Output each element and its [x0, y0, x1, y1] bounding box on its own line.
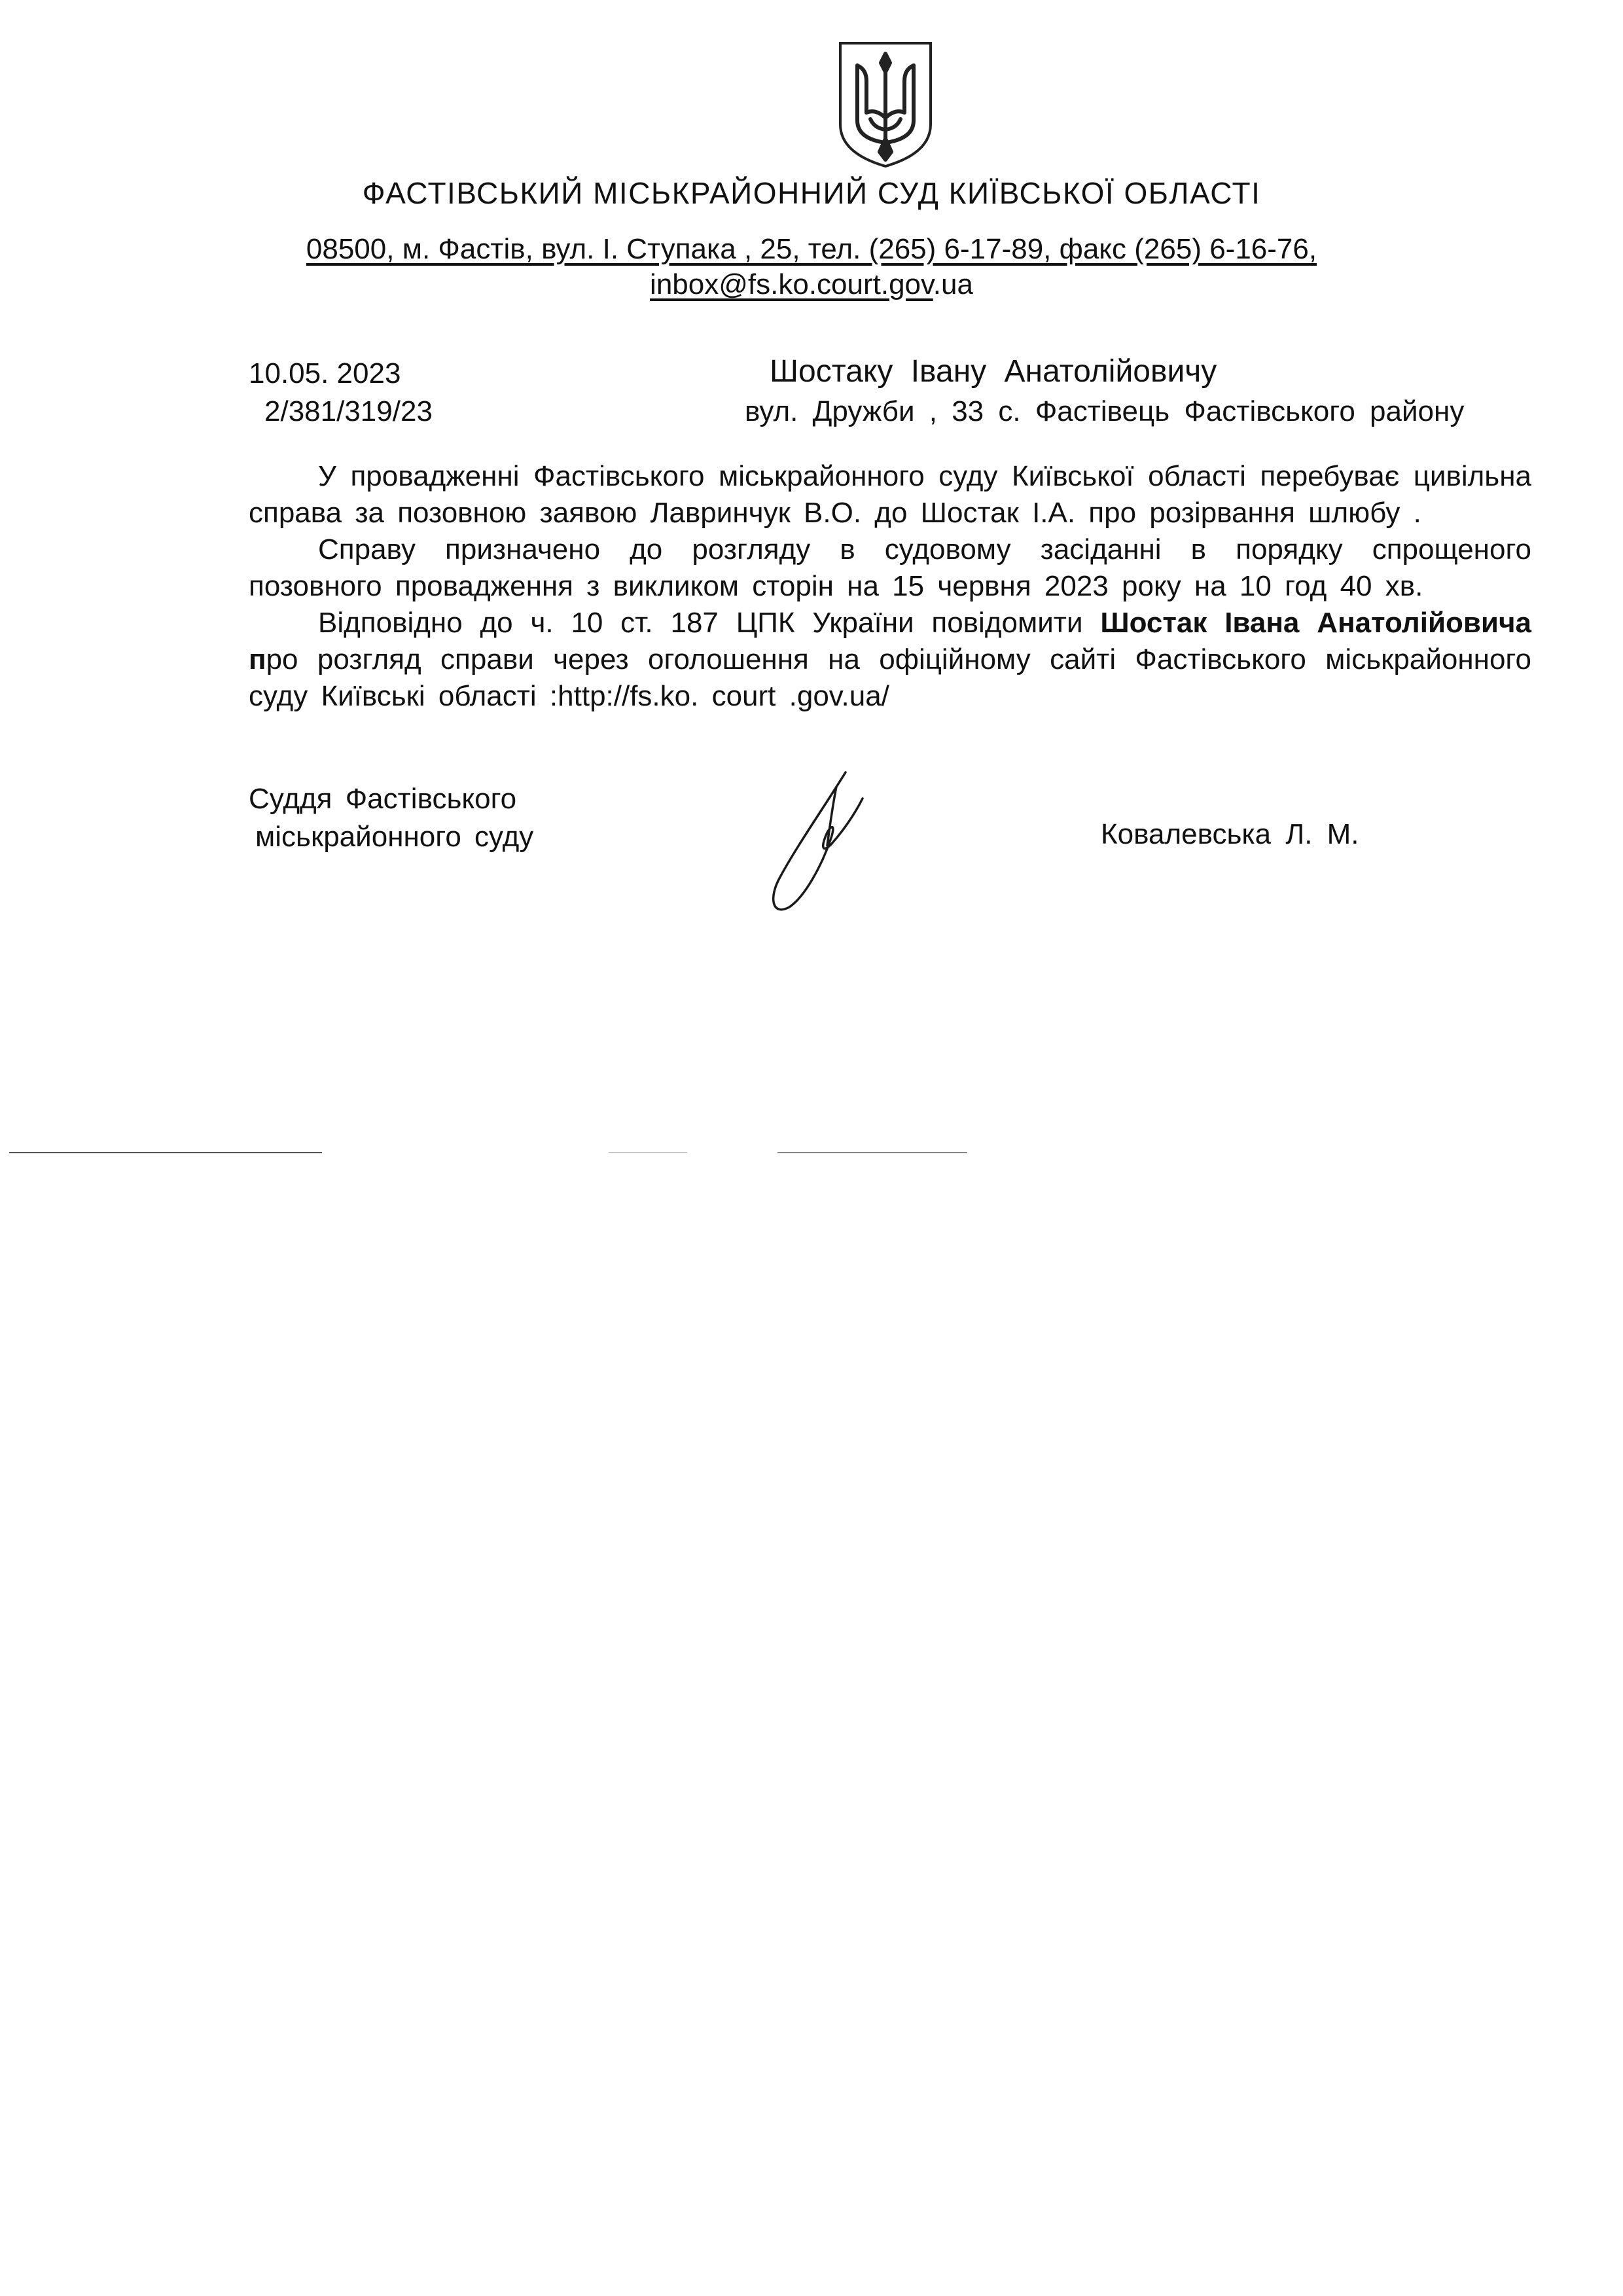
letter-date: 10.05. 2023 [249, 357, 401, 389]
paragraph-3-end: ро розгляд справи через оголошення на офіційному сайті Фастівського міськрайонного суду Київські області :http://fs.ko. court .gov.ua/ [249, 643, 1531, 712]
recipient-address: вул. Дружби , 33 с. Фастівець Фастівського району [745, 395, 1465, 427]
paragraph-2: Справу призначено до розгляду в судовому засіданні в порядку спрощеного позовного провадження з викликом сторін на 15 червня 2023 року на 10 год 40 хв. [249, 533, 1531, 602]
defendant-name: Шостак Івана Анатолійовича [1100, 607, 1532, 639]
paragraph-3-start: Відповідно до ч. 10 ст. 187 ЦПК України повідомити [318, 607, 1101, 639]
court-address-line: 08500, м. Фастів, вул. І. Ступака , 25, тел. (265) 6-17-89, факс (265) 6-16-76, [306, 233, 1317, 265]
court-email-link[interactable]: inbox@fs.ko.court.gov [650, 268, 933, 300]
paragraph-1: У провадженні Фастівського міськрайонного суду Київської області перебуває цивільна справа за позовною заявою Лавринчук В.О. до Шостак І.А. про розірвання шлюбу . [249, 460, 1531, 529]
judge-name: Ковалевська Л. М. [1101, 818, 1359, 850]
court-address [0, 233, 1623, 266]
paragraph-3 [249, 605, 1531, 715]
divider-right [777, 1152, 967, 1153]
bold-letter: п [249, 643, 266, 675]
divider-left [9, 1152, 322, 1153]
judge-title-line2: міськрайонного суду [255, 821, 534, 853]
judge-title-line1: Суддя Фастівського [249, 783, 517, 815]
letter-number: 2/381/319/23 [264, 395, 433, 427]
divider-middle [609, 1152, 687, 1153]
court-email [0, 268, 1623, 301]
recipient-name: Шостаку Івану Анатолійовичу [770, 354, 1217, 389]
trident-icon [836, 41, 935, 169]
letter-body [249, 458, 1531, 715]
court-email-suffix: .ua [933, 268, 973, 300]
court-name: ФАСТІВСЬКИЙ МІСЬКРАЙОННИЙ СУД КИЇВСЬКОЇ ОБЛАСТІ [362, 176, 1261, 210]
handwritten-signature [759, 767, 883, 918]
